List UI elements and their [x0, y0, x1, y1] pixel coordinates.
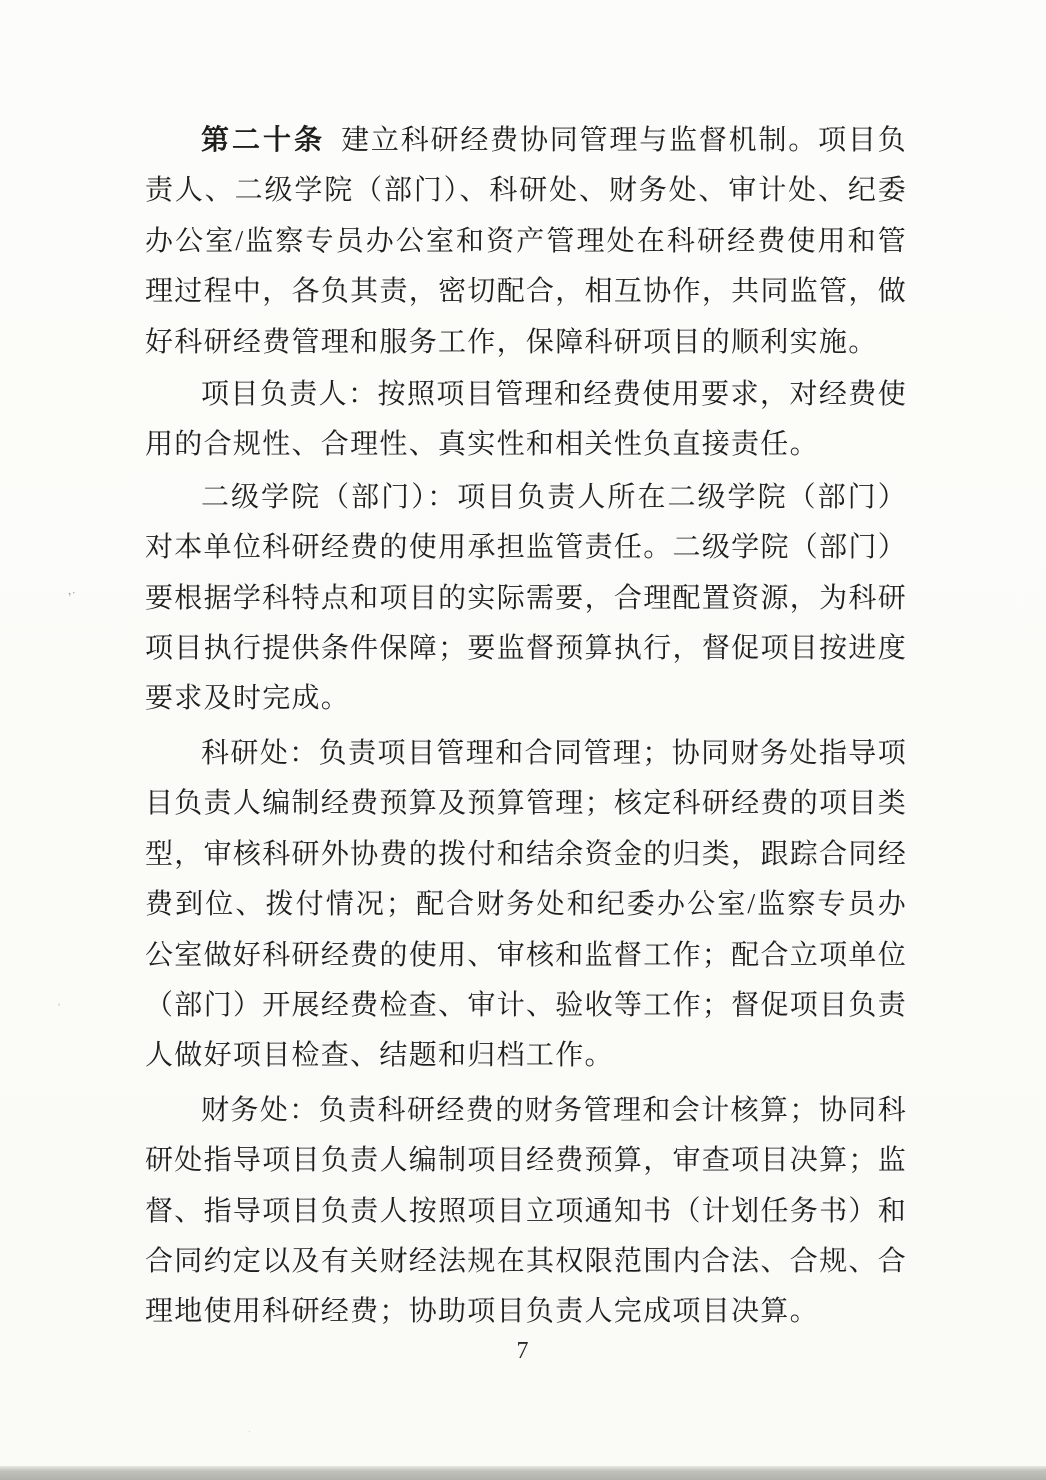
document-body	[145, 116, 907, 1338]
scan-speck: ·	[246, 1426, 253, 1439]
paragraph-project-leader: 项目负责人：按照项目管理和经费使用要求，对经费使用的合规性、合理性、真实性和相关性负直接责任。	[145, 379, 907, 461]
paragraph-article-20	[145, 116, 907, 368]
paragraph-finance-office: 财务处：负责科研经费的财务管理和会计核算；协同科研处指导项目负责人编制项目经费预算，审查项目决算；监督、指导项目负责人按照项目立项通知书（计划任务书）和合同约定以及有关财经法规在其权限范围内合法、合规、合理地使用科研经费；协助项目负责人完成项目决算。	[145, 1094, 907, 1328]
paragraph-research-office: 科研处：负责项目管理和合同管理；协同财务处指导项目负责人编制经费预算及预算管理；核定科研经费的项目类型，审核科研外协费的拨付和结余资金的归类，跟踪合同经费到位、拨付情况；配合财务处和纪委办公室/监察专员办公室做好科研经费的使用、审核和监督工作；配合立项单位（部门）开展经费检查、审计、验收等工作；督促项目负责人做好项目检查、结题和归档工作。	[145, 737, 907, 1072]
paragraph-secondary-college: 二级学院（部门）：项目负责人所在二级学院（部门）对本单位科研经费的使用承担监管责任。二级学院（部门）要根据学科特点和项目的实际需要，合理配置资源，为科研项目执行提供条件保障；要监督预算执行，督促项目按进度要求及时完成。	[145, 481, 907, 715]
scan-speck: ’˙	[66, 588, 79, 605]
article-number-heading: 第二十条	[201, 125, 326, 156]
page-number: 7	[516, 1338, 530, 1364]
scan-edge-shadow	[0, 1466, 1046, 1480]
paragraph-article-20-text: 建立科研经费协同管理与监督机制。项目负责人、二级学院（部门）、科研处、财务处、审计处、纪委办公室/监察专员办公室和资产管理处在科研经费使用和管理过程中，各负其责，密切配合，相互协作，共同监管，做好科研经费管理和服务工作，保障科研项目的顺利实施。	[145, 125, 907, 358]
scan-speck: ‘	[56, 1000, 63, 1014]
